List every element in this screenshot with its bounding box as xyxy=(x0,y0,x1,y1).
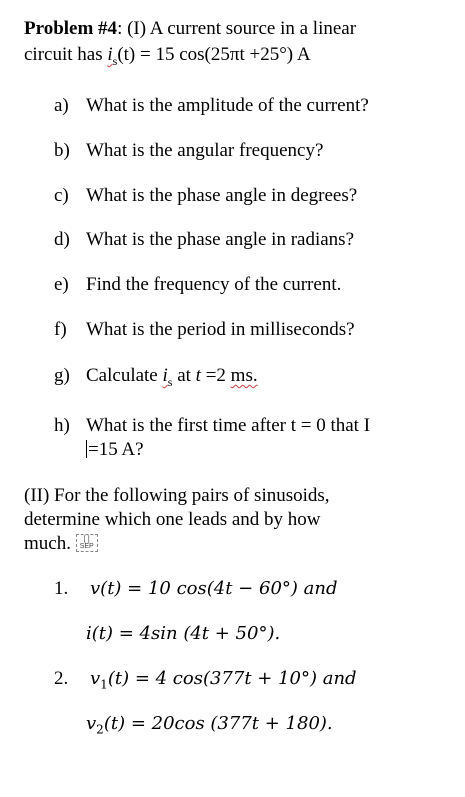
part2-line: determine which one leads and by how xyxy=(24,509,321,530)
question-label: h) xyxy=(54,415,70,436)
question-label: e) xyxy=(54,274,69,295)
question-text: What is the phase angle in degrees? xyxy=(86,185,358,206)
question-text: Find the frequency of the current. xyxy=(86,274,342,295)
question-text: What is the amplitude of the current? xyxy=(86,95,369,116)
problem-equation-line xyxy=(24,44,311,69)
pair-2-first: $v_1(t) = 4$ cos(377t + 10°) and xyxy=(90,668,357,692)
question-label: a) xyxy=(54,95,69,116)
problem-intro: : (I) A current source in a linear xyxy=(117,18,357,39)
part2-line: much. [ ] SEP xyxy=(24,533,98,555)
question-label: b) xyxy=(54,140,70,161)
section-break-marker-icon: [ ] SEP xyxy=(76,534,98,552)
question-text: What is the period in milliseconds? xyxy=(86,319,355,340)
unit-ms: ms. xyxy=(230,365,258,386)
question-text: Calculate $i_s$ at t =2 ms. xyxy=(86,365,258,389)
part2-line: (II) For the following pairs of sinusoids, xyxy=(24,485,330,506)
question-text: What is the angular frequency? xyxy=(86,140,324,161)
question-label: f) xyxy=(54,319,67,340)
problem-prefix: circuit has xyxy=(24,44,108,65)
pair-1-first: v(t) = 10 cos(4t − 60°) and xyxy=(90,578,338,599)
question-text: What is the first time after t = 0 that I xyxy=(86,415,371,436)
pair-2-second: $v_2(t) = 20\cos$ (377t + 180). xyxy=(86,713,333,737)
question-label: d) xyxy=(54,229,70,250)
question-label: c) xyxy=(54,185,69,206)
pair-1-second: i(t) = 4sin (4t + 50°). xyxy=(86,623,281,644)
problem-label: Problem #4 xyxy=(24,18,118,39)
text-cursor xyxy=(86,440,87,458)
problem-title-line xyxy=(24,18,356,40)
current-expression: (t) = 15 cos(25πt +25°) A xyxy=(117,44,311,65)
current-symbol: $i_s$ xyxy=(107,44,118,68)
pair-number: 1. xyxy=(54,578,69,599)
pair-number: 2. xyxy=(54,668,69,689)
question-text-continued: =15 A? xyxy=(88,439,144,460)
question-text: What is the phase angle in radians? xyxy=(86,229,355,250)
question-label: g) xyxy=(54,365,70,386)
current-symbol: $i_s$ xyxy=(162,365,173,389)
